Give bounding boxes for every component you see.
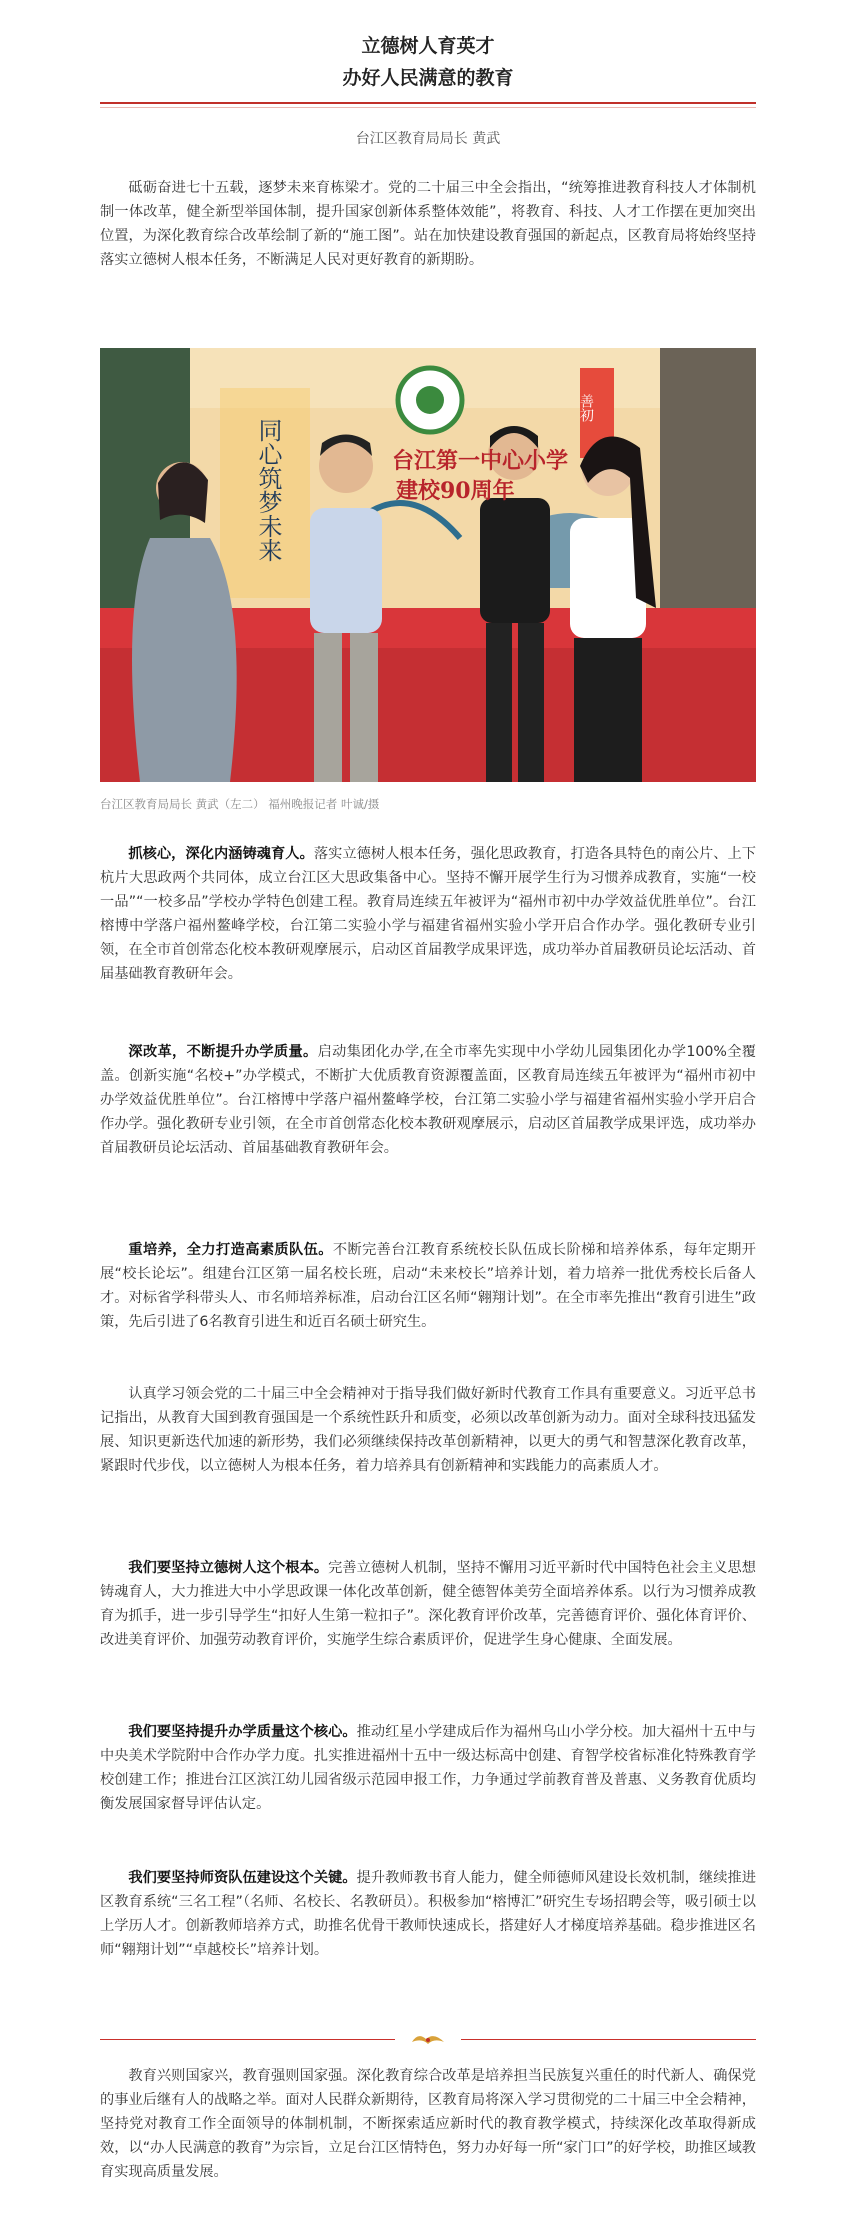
paragraph-talent-lead: 重培养，全力打造高素质队伍。 xyxy=(128,1242,333,1258)
dove-ornament-icon xyxy=(408,2030,448,2048)
paragraph-plenary: 认真学习领会党的二十届三中全会精神对于指导我们做好新时代教育工作具有重要意义。习近平总书记指出，从教育大国到教育强国是一个系统性跃升和质变，必须以改革创新为动力。面对全球科技迅猛发展、知识更新迭代加速的新形势，我们必须继续保持改革创新精神，以更大的勇气和智慧深化教育改革，紧跟时代步伐，以立德树人为根本任务，着力培养具有创新精神和实践能力的高素质人才。 xyxy=(100,1386,756,1474)
paragraph-core-lead: 抓核心，深化内涵铸魂育人。 xyxy=(128,846,314,862)
banner-anniversary: 建校90周年 xyxy=(396,478,515,504)
headline-line-1: 立德树人育英才 xyxy=(361,35,495,57)
paragraph-reform xyxy=(100,1040,756,1160)
paragraph-conclusion: 教育兴则国家兴，教育强则国家强。深化教育综合改革是培养担当民族复兴重任的时代新人、确保党的事业后继有人的战略之举。面对人民群众新期待，区教育局将深入学习贯彻党的二十届三中全会精神，坚持党对教育工作全面领导的体制机制，不断探索适应新时代的教育教学模式，持续深化改革取得新成效，以“办人民满意的教育”为宗旨，立足台江区情特色，努力办好每一所“家门口”的好学校，助推区域教育实现高质量发展。 xyxy=(100,2068,756,2180)
paragraph-morality xyxy=(100,1556,756,1652)
title-divider xyxy=(100,102,756,104)
paragraph-teachers xyxy=(100,1866,756,1962)
headline-line-2: 办好人民满意的教育 xyxy=(342,67,514,89)
banner-side-sign: 善初 xyxy=(578,394,594,422)
paragraph-teachers-body: 提升教师教书育人能力，健全师德师风建设长效机制，继续推进区教育系统“三名工程”（名师、名校长、名教研员）。积极参加“榕博汇”研究生专场招聘会等，吸引硕士以上学历人才。创新教师培养方式，助推名优骨干教师快速成长，搭建好人才梯度培养基础。稳步推进区名师“翱翔计划”“卓越校长”培养计划。 xyxy=(100,1870,756,1958)
event-photo xyxy=(100,348,756,782)
paragraph-quality xyxy=(100,1720,756,1816)
paragraph-talent xyxy=(100,1238,756,1334)
paragraph-morality-lead: 我们要坚持立德树人这个根本。 xyxy=(128,1560,329,1576)
banner-slogan: 同心筑梦未来 xyxy=(254,418,282,562)
closing-divider-left xyxy=(100,2039,395,2040)
author-line: 台江区教育局局长 黄武 xyxy=(355,131,501,147)
photo-caption: 台江区教育局局长 黄武（左二） 福州晚报记者 叶诚/摄 xyxy=(100,797,380,811)
title-divider-thin xyxy=(100,107,756,108)
paragraph-core-body: 落实立德树人根本任务，强化思政教育，打造各具特色的南公片、上下杭片大思政两个共同体，成立台江区大思政集备中心。坚持不懈开展学生行为习惯养成教育，实施“一校一品”“一校多品”学校办学特色创建工程。教育局连续五年被评为“福州市初中办学效益优胜单位”。台江榕博中学落户福州鳌峰学校，台江第二实验小学与福建省福州实验小学开启合作办学。强化教研专业引领，在全市首创常态化校本教研观摩展示，启动区首届教学成果评选，成功举办首届教研员论坛活动、首届基础教育教研年会。 xyxy=(100,846,756,982)
intro-paragraph: 砥砺奋进七十五载，逐梦未来育栋梁才。党的二十届三中全会指出，“统筹推进教育科技人才体制机制一体改革，健全新型举国体制，提升国家创新体系整体效能”，将教育、科技、人才工作摆在更加突出位置，为深化教育综合改革绘制了新的“施工图”。站在加快建设教育强国的新起点，区教育局将始终坚持落实立德树人根本任务，不断满足人民对更好教育的新期盼。 xyxy=(100,180,756,268)
paragraph-reform-body: 启动集团化办学,在全市率先实现中小学幼儿园集团化办学100%全覆盖。创新实施“名校+”办学模式，不断扩大优质教育资源覆盖面，区教育局连续五年被评为“福州市初中办学效益优胜单位”。台江榕博中学落户福州鳌峰学校，台江第二实验小学与福建省福州实验小学开启合作办学。强化教研专业引领，在全市首创常态化校本教研观摩展示，启动区首届教学成果评选，成功举办首届教研员论坛活动、首届基础教育教研年会。 xyxy=(100,1044,756,1156)
closing-divider xyxy=(100,2030,756,2048)
paragraph-teachers-lead: 我们要坚持师资队伍建设这个关键。 xyxy=(128,1870,357,1886)
paragraph-talent-body: 不断完善台江教育系统校长队伍成长阶梯和培养体系，每年定期开展“校长论坛”。组建台江区第一届名校长班，启动“未来校长”培养计划，着力培养一批优秀校长后备人才。对标省学科带头人、市名师培养标准，启动台江区名师“翱翔计划”。在全市率先推出“教育引进生”政策，先后引进了6名教育引进生和近百名硕士研究生。 xyxy=(100,1242,756,1330)
paragraph-quality-body: 推动红星小学建成后作为福州乌山小学分校。加大福州十五中与中央美术学院附中合作办学力度。扎实推进福州十五中一级达标高中创建、育智学校省标准化特殊教育学校创建工作；推进台江区滨江幼儿园省级示范园申报工作，力争通过学前教育普及普惠、义务教育优质均衡发展国家督导评估认定。 xyxy=(100,1724,756,1812)
paragraph-core xyxy=(100,842,756,986)
paragraph-quality-lead: 我们要坚持提升办学质量这个核心。 xyxy=(128,1724,357,1740)
paragraph-reform-lead: 深改革，不断提升办学质量。 xyxy=(128,1044,318,1060)
banner-school-name: 台江第一中心小学 xyxy=(392,448,569,474)
closing-divider-right xyxy=(461,2039,756,2040)
paragraph-morality-body: 完善立德树人机制，坚持不懈用习近平新时代中国特色社会主义思想铸魂育人，大力推进大中小学思政课一体化改革创新，健全德智体美劳全面培养体系。以行为习惯养成教育为抓手，进一步引导学生“扣好人生第一粒扣子”。深化教育评价改革，完善德育评价、强化体育评价、改进美育评价、加强劳动教育评价，实施学生综合素质评价，促进学生身心健康、全面发展。 xyxy=(100,1560,756,1648)
